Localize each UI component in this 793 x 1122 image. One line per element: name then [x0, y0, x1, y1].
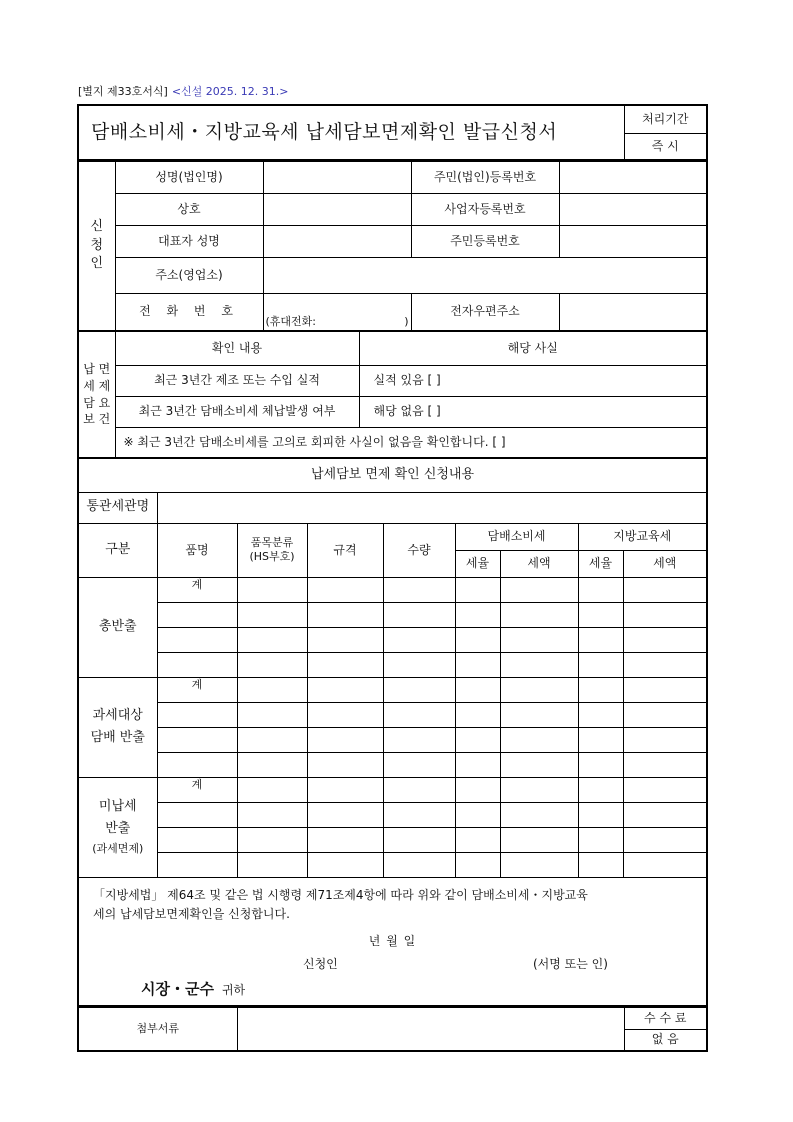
table-row: [78, 777, 707, 802]
table-cell[interactable]: [578, 827, 623, 852]
table-cell[interactable]: [455, 627, 500, 652]
email-field[interactable]: [559, 293, 707, 331]
table-cell[interactable]: [500, 652, 578, 677]
table-cell[interactable]: [500, 677, 578, 702]
table-cell[interactable]: [383, 777, 455, 802]
table-cell[interactable]: [500, 702, 578, 727]
table-cell[interactable]: [307, 802, 383, 827]
table-cell[interactable]: [383, 652, 455, 677]
col-edu-amount: 세액: [623, 550, 707, 577]
processing-period-value: 즉 시: [624, 133, 707, 160]
customs-field[interactable]: [157, 492, 707, 523]
declaration: [78, 877, 707, 1006]
group-label: [78, 777, 157, 877]
table-cell[interactable]: [237, 577, 307, 602]
trade-name-field[interactable]: [263, 193, 411, 225]
customs-label: 통관세관명: [78, 492, 157, 523]
table-row: [78, 702, 707, 727]
form-title: 담배소비세・지방교육세 납세담보면제확인 발급신청서: [78, 105, 624, 160]
table-cell[interactable]: [383, 577, 455, 602]
mobile-hint: (휴대전화:: [265, 315, 317, 329]
attachments-field[interactable]: [237, 1007, 624, 1051]
table-cell[interactable]: [307, 727, 383, 752]
table-cell[interactable]: [578, 677, 623, 702]
table-cell[interactable]: [455, 677, 500, 702]
table-cell[interactable]: [237, 652, 307, 677]
table-cell[interactable]: [500, 802, 578, 827]
rep-resident-no-label: 주민등록번호: [411, 225, 559, 257]
table-cell[interactable]: [237, 802, 307, 827]
col-item: 품명: [157, 523, 237, 577]
table-cell[interactable]: [455, 852, 500, 877]
title-table: [77, 104, 708, 161]
requirements-table: [77, 330, 708, 459]
col-fact-header: 해당 사실: [359, 331, 707, 365]
form-number: [별지 제33호서식]: [78, 85, 168, 98]
table-cell[interactable]: [455, 727, 500, 752]
table-cell[interactable]: [578, 602, 623, 627]
table-cell[interactable]: [157, 802, 237, 827]
group-label-line: 총반출: [98, 618, 137, 634]
col-hs: [237, 523, 307, 577]
table-row: [78, 827, 707, 852]
table-cell[interactable]: [237, 677, 307, 702]
col-edu-tax: 지방교육세: [578, 523, 707, 550]
name-label: 성명(법인명): [115, 161, 263, 193]
table-cell[interactable]: [623, 777, 707, 802]
total-label: 계: [157, 577, 237, 602]
req-row1-checkbox[interactable]: 실적 있음 [ ]: [359, 365, 707, 396]
table-cell[interactable]: [383, 827, 455, 852]
declaration-date[interactable]: 년 월 일: [368, 933, 417, 948]
col-tobacco-tax: 담배소비세: [455, 523, 578, 550]
table-cell[interactable]: [237, 852, 307, 877]
table-cell[interactable]: [307, 752, 383, 777]
table-row: [78, 727, 707, 752]
table-cell[interactable]: [623, 827, 707, 852]
table-cell[interactable]: [237, 727, 307, 752]
total-label: 계: [157, 777, 237, 802]
table-cell[interactable]: [623, 727, 707, 752]
phone-field[interactable]: [263, 293, 411, 331]
table-cell[interactable]: [578, 802, 623, 827]
phone-label: 전 화 번 호: [115, 293, 263, 331]
table-row: [78, 577, 707, 602]
total-label: 계: [157, 677, 237, 702]
table-cell[interactable]: [623, 677, 707, 702]
table-row: [78, 802, 707, 827]
table-cell[interactable]: [500, 577, 578, 602]
table-cell[interactable]: [383, 677, 455, 702]
table-cell[interactable]: [455, 652, 500, 677]
address-label: 주소(영업소): [115, 257, 263, 293]
mobile-close: ): [404, 315, 409, 329]
table-cell[interactable]: [307, 827, 383, 852]
requirements-section-label: 납 면 세 제 담 요 보 건: [78, 331, 115, 458]
table-cell[interactable]: [623, 652, 707, 677]
table-cell[interactable]: [578, 652, 623, 677]
biz-no-label: 사업자등록번호: [411, 193, 559, 225]
table-cell[interactable]: [307, 577, 383, 602]
form-revision-note: <신설 2025. 12. 31.>: [171, 85, 289, 98]
addressee-row: [93, 977, 692, 1001]
group-label: [78, 677, 157, 777]
address-field[interactable]: [263, 257, 707, 293]
table-cell[interactable]: [578, 852, 623, 877]
applicant-table: [77, 160, 708, 332]
table-cell[interactable]: [500, 602, 578, 627]
table-row: [78, 602, 707, 627]
table-cell[interactable]: [157, 627, 237, 652]
table-cell[interactable]: [455, 602, 500, 627]
applicant-label: 신청인: [303, 957, 338, 972]
resident-no-label: 주민(법인)등록번호: [411, 161, 559, 193]
table-cell[interactable]: [500, 627, 578, 652]
table-cell[interactable]: [623, 627, 707, 652]
trade-name-label: 상호: [115, 193, 263, 225]
table-cell[interactable]: [157, 727, 237, 752]
req-row2-check: 최근 3년간 담배소비세 체납발생 여부: [115, 396, 359, 427]
table-cell[interactable]: [307, 852, 383, 877]
table-cell[interactable]: [578, 627, 623, 652]
mayor-label: 시장・군수: [141, 980, 214, 999]
table-row: [78, 677, 707, 702]
col-check-header: 확인 내용: [115, 331, 359, 365]
biz-no-field[interactable]: [559, 193, 707, 225]
item-groups: [78, 577, 707, 877]
form-header: [78, 83, 289, 99]
table-cell[interactable]: [383, 852, 455, 877]
col-spec: 규격: [307, 523, 383, 577]
fee-value: 없 음: [624, 1029, 707, 1051]
table-cell[interactable]: [307, 677, 383, 702]
items-table: [77, 457, 708, 1007]
table-cell[interactable]: [578, 702, 623, 727]
addressee-label: 귀하: [221, 983, 246, 998]
table-cell[interactable]: [383, 627, 455, 652]
declaration-line2: 세의 납세담보면제확인을 신청합니다.: [93, 906, 290, 921]
table-row: [78, 852, 707, 877]
table-cell[interactable]: [500, 827, 578, 852]
table-cell[interactable]: [157, 827, 237, 852]
rep-resident-no-field[interactable]: [559, 225, 707, 257]
group-label-line: 담배 반출: [90, 730, 145, 745]
table-cell[interactable]: [578, 727, 623, 752]
declaration-line1: 「지방세법」 제64조 및 같은 법 시행령 제71조제4항에 따라 위와 같이 담배소비세・지방교육: [93, 887, 588, 902]
group-label: [78, 577, 157, 677]
table-cell[interactable]: [623, 577, 707, 602]
table-cell[interactable]: [237, 752, 307, 777]
table-cell[interactable]: [623, 802, 707, 827]
table-cell[interactable]: [157, 652, 237, 677]
group-label-line: 과세대상: [92, 707, 143, 723]
table-row: [78, 627, 707, 652]
fee-label: 수 수 료: [624, 1007, 707, 1029]
table-cell[interactable]: [307, 652, 383, 677]
req-row2-checkbox[interactable]: 해당 없음 [ ]: [359, 396, 707, 427]
table-cell[interactable]: [307, 602, 383, 627]
group-label-line: 반출: [105, 820, 131, 836]
table-cell[interactable]: [383, 752, 455, 777]
table-cell[interactable]: [455, 777, 500, 802]
table-cell[interactable]: [237, 602, 307, 627]
col-edu-rate: 세율: [578, 550, 623, 577]
table-cell[interactable]: [623, 852, 707, 877]
table-cell[interactable]: [157, 602, 237, 627]
col-division: 구분: [78, 523, 157, 577]
table-row: [78, 752, 707, 777]
table-cell[interactable]: [623, 702, 707, 727]
col-tobacco-amount: 세액: [500, 550, 578, 577]
table-cell[interactable]: [307, 702, 383, 727]
table-cell[interactable]: [578, 577, 623, 602]
signature-field[interactable]: (서명 또는 인): [533, 957, 608, 972]
table-cell[interactable]: [237, 777, 307, 802]
rep-name-field[interactable]: [263, 225, 411, 257]
rep-name-label: 대표자 성명: [115, 225, 263, 257]
table-cell[interactable]: [500, 752, 578, 777]
table-cell[interactable]: [500, 777, 578, 802]
table-cell[interactable]: [157, 752, 237, 777]
attachments-label: 첨부서류: [78, 1007, 237, 1051]
table-cell[interactable]: [455, 577, 500, 602]
table-cell[interactable]: [383, 727, 455, 752]
name-field[interactable]: [263, 161, 411, 193]
col-hs-line2: (HS부호): [249, 550, 295, 563]
table-cell[interactable]: [578, 777, 623, 802]
table-cell[interactable]: [307, 777, 383, 802]
col-hs-line1: 품목분류: [250, 536, 294, 550]
table-cell[interactable]: [455, 702, 500, 727]
table-cell[interactable]: [623, 602, 707, 627]
table-cell[interactable]: [307, 627, 383, 652]
table-cell[interactable]: [455, 802, 500, 827]
items-section-title: 납세담보 면제 확인 신청내용: [78, 458, 707, 492]
table-cell[interactable]: [383, 702, 455, 727]
footer-table: [77, 1006, 708, 1052]
col-qty: 수량: [383, 523, 455, 577]
table-cell[interactable]: [237, 827, 307, 852]
processing-period-label: 처리기간: [624, 105, 707, 133]
table-cell[interactable]: [383, 802, 455, 827]
req-row3-confirm[interactable]: ※ 최근 3년간 담배소비세를 고의로 회피한 사실이 없음을 확인합니다. [ ]: [115, 427, 707, 458]
group-label-line: (과세면제): [92, 841, 144, 855]
table-cell[interactable]: [455, 827, 500, 852]
email-label: 전자우편주소: [411, 293, 559, 331]
resident-no-field[interactable]: [559, 161, 707, 193]
declaration-signature-row: [93, 955, 692, 973]
req-row1-check: 최근 3년간 제조 또는 수입 실적: [115, 365, 359, 396]
table-cell[interactable]: [383, 602, 455, 627]
table-cell[interactable]: [623, 752, 707, 777]
table-cell[interactable]: [455, 752, 500, 777]
table-cell[interactable]: [157, 702, 237, 727]
table-cell[interactable]: [237, 627, 307, 652]
table-cell[interactable]: [500, 852, 578, 877]
group-label-line: 미납세: [98, 798, 137, 814]
table-cell[interactable]: [237, 702, 307, 727]
table-cell[interactable]: [578, 752, 623, 777]
table-row: [78, 652, 707, 677]
table-cell[interactable]: [157, 852, 237, 877]
table-cell[interactable]: [500, 727, 578, 752]
applicant-section-label: 신 청 인: [78, 161, 115, 331]
col-tobacco-rate: 세율: [455, 550, 500, 577]
